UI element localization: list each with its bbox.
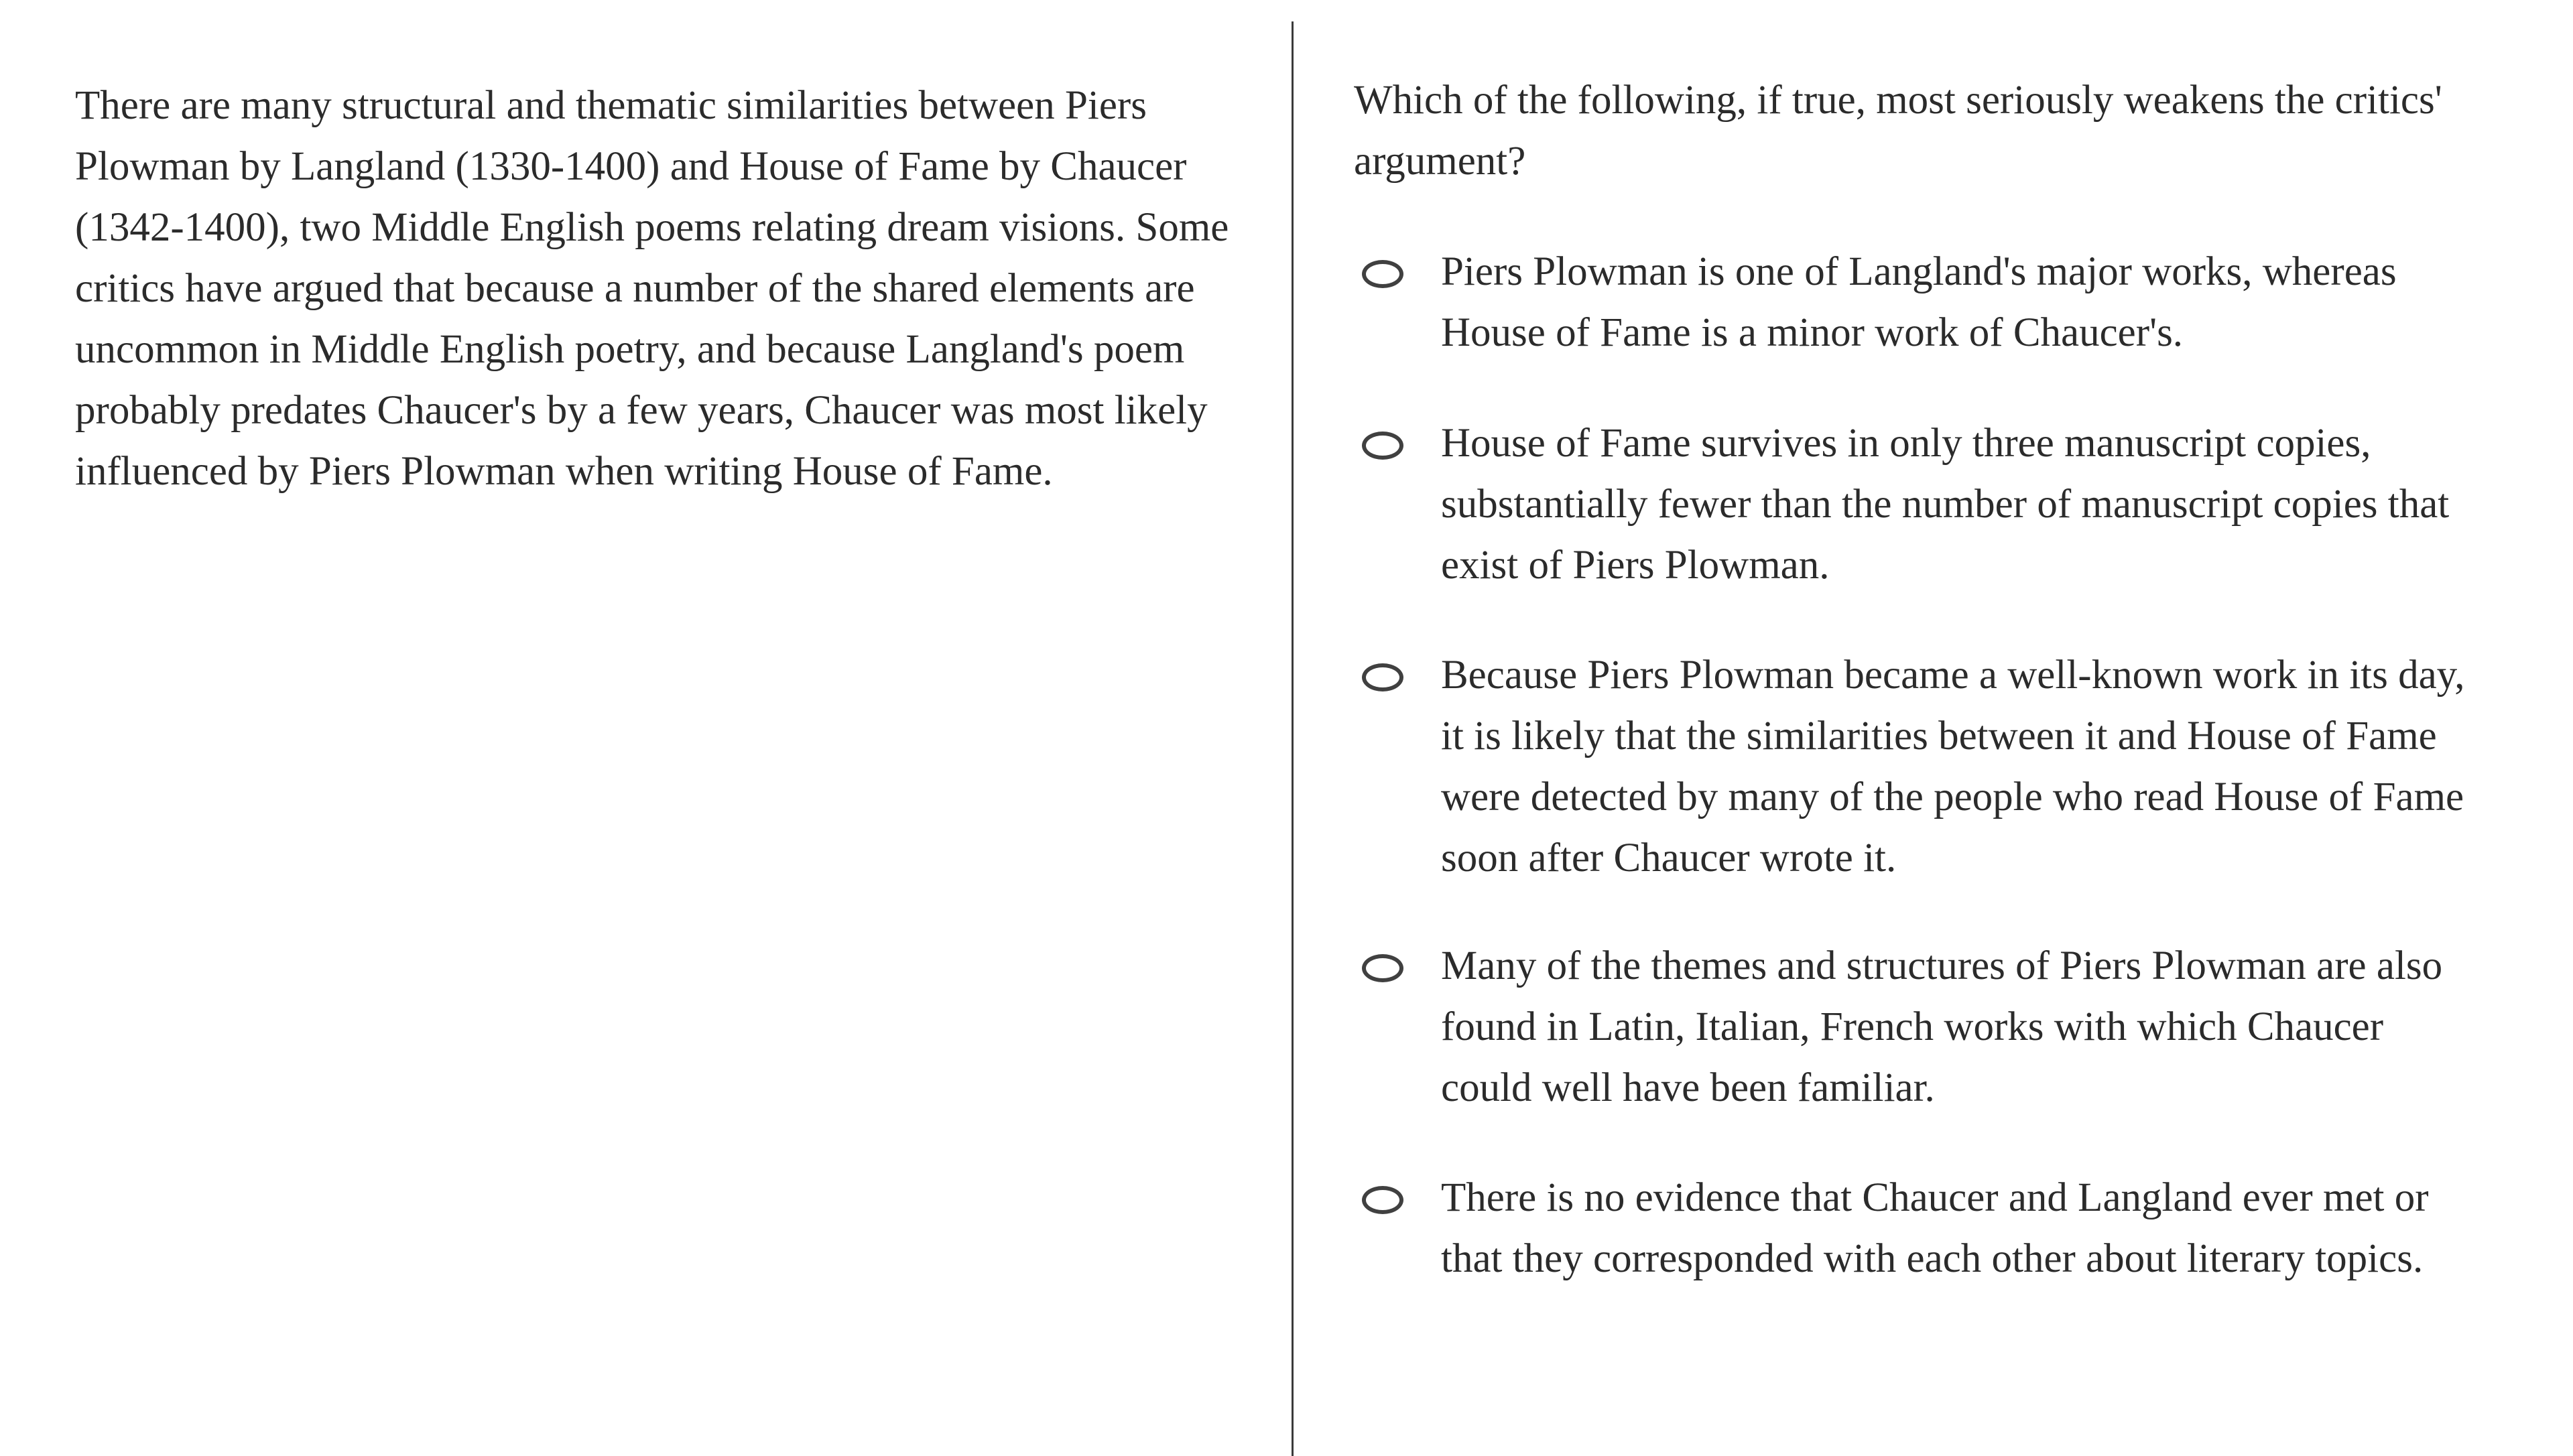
radio-button-c[interactable] [1362,663,1403,691]
answer-choice-a-text[interactable]: Piers Plowman is one of Langland's major works, whereas House of Fame is a minor work of Chaucer's. [1441,249,2397,355]
passage-text: There are many structural and thematic similarities between Piers Plowman by Langland (1330-1400) and House of Fame by Chaucer (1342-1400), two Middle English poems relating dream visions. Some critics have argued that because a number of the shared elements are uncommon in Middle English poetry, and because Langland's poem probably predates Chaucer's by a few years, Chaucer was most likely influenced by Piers Plowman when writing House of Fame. [75,83,1229,494]
passage-pane [75,75,1241,502]
question-stem: Which of the following, if true, most seriously weakens the critics' argument? [1354,78,2442,184]
answer-choice-c-text[interactable]: Because Piers Plowman became a well-known work in its day, it is likely that the similarities between it and House of Fame were detected by many of the people who read House of Fame soon after Chaucer wrote it. [1441,653,2465,880]
question-pane [1354,70,2547,1281]
radio-button-a[interactable] [1362,260,1403,288]
answer-choice-e-text[interactable]: There is no evidence that Chaucer and Langland ever met or that they corresponded with each other about literary topics. [1441,1175,2429,1281]
answer-choice-d-text[interactable]: Many of the themes and structures of Piers Plowman are also found in Latin, Italian, French works with which Chaucer could well have been familiar. [1441,943,2443,1110]
pane-divider[interactable] [1292,21,1294,1456]
radio-button-e[interactable] [1362,1186,1403,1214]
radio-button-d[interactable] [1362,954,1403,982]
answer-choice-b-text[interactable]: House of Fame survives in only three manuscript copies, substantially fewer than the number of manuscript copies that exist of Piers Plowman. [1441,421,2450,588]
radio-button-b[interactable] [1362,432,1403,460]
